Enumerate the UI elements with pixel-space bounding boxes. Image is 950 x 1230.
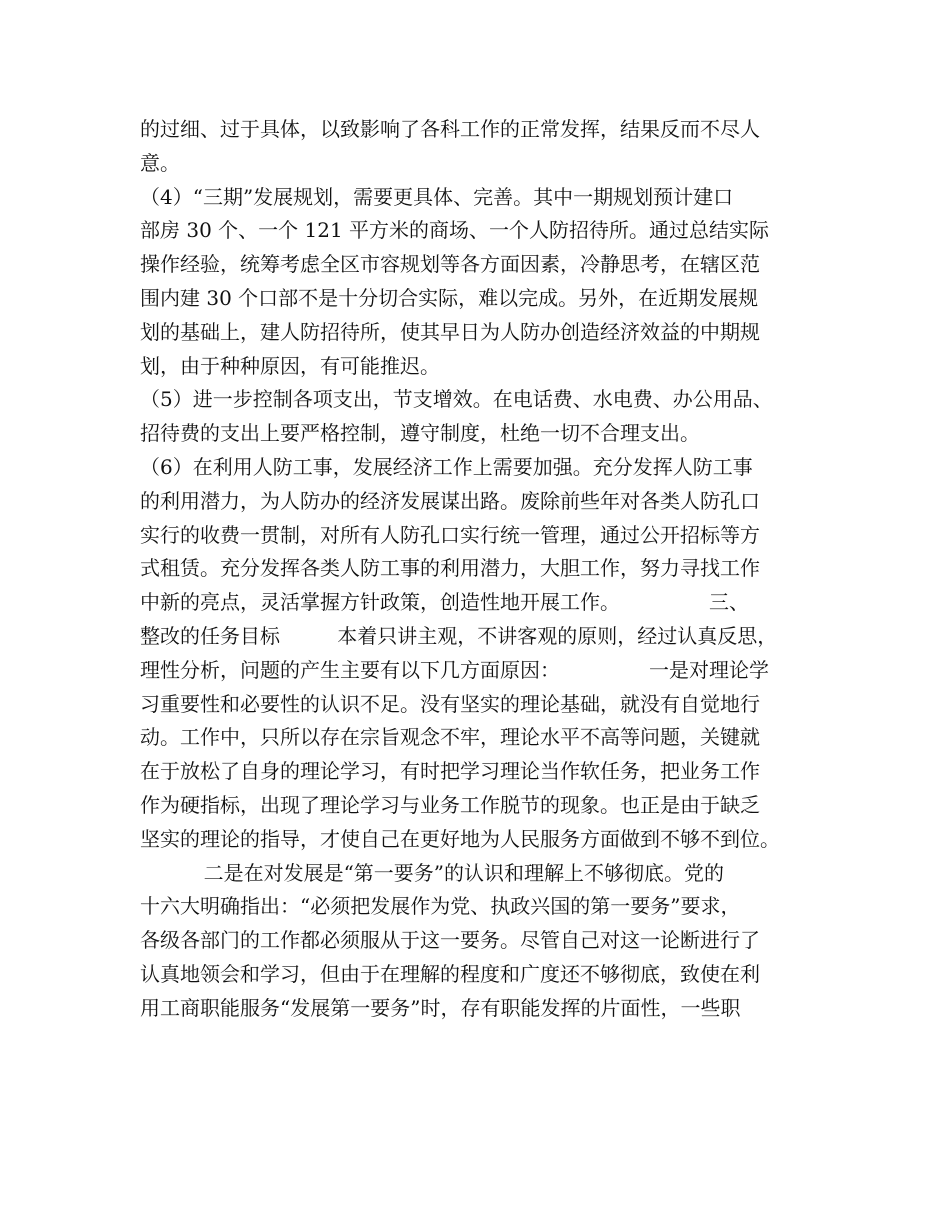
text-line: （6）在利用人防工事，发展经济工作上需要加强。充分发挥人防工事 xyxy=(140,454,753,479)
text-line: 招待费的支出上要严格控制，遵守制度，杜绝一切不合理支出。 xyxy=(140,421,700,446)
text-line: 整改的任务目标 本着只讲主观，不讲客观的原则，经过认真反思， xyxy=(140,623,778,648)
text-line: 在于放松了自身的理论学习，有时把学习理论当作软任务，把业务工作 xyxy=(140,759,760,784)
text-line: （5）进一步控制各项支出，节支增效。在电话费、水电费、办公用品、 xyxy=(140,387,773,412)
text-line: 的过细、过于具体，以致影响了各科工作的正常发挥，结果反而不尽人 xyxy=(140,117,760,141)
text-line: 中新的亮点，灵活掌握方针政策，创造性地开展工作。 三、 xyxy=(140,590,750,615)
text-line: 部房 30 个、一个 121 平方米的商场、一个人防招待所。通过总结实际 xyxy=(140,218,770,243)
text-line: 坚实的理论的指导，才使自己在更好地为人民服务方面做到不够不到位。 xyxy=(140,826,780,851)
text-line: 实行的收费一贯制，对所有人防孔口实行统一管理，通过公开招标等方 xyxy=(140,522,760,547)
text-line: 用工商职能服务“发展第一要务”时，存有职能发挥的片面性，一些职 xyxy=(140,995,741,1020)
text-line: 围内建 30 个口部不是十分切合实际，难以完成。另外，在近期发展规 xyxy=(140,285,759,310)
text-line: 划，由于种种原因，有可能推迟。 xyxy=(140,353,440,378)
text-line: 作为硬指标，出现了理论学习与业务工作脱节的现象。也正是由于缺乏 xyxy=(140,792,760,817)
text-line: 意。 xyxy=(140,150,180,175)
text-line: 划的基础上，建人防招待所，使其早日为人防办创造经济效益的中期规 xyxy=(140,319,760,344)
text-line: 十六大明确指出：“必须把发展作为党、执政兴国的第一要务”要求， xyxy=(140,894,741,919)
text-line: 的利用潜力，为人防办的经济发展谋出路。废除前些年对各类人防孔口 xyxy=(140,488,760,513)
text-line: 习重要性和必要性的认识不足。没有坚实的理论基础，就没有自觉地行 xyxy=(140,691,760,716)
text-line: 理性分析，问题的产生主要有以下几方面原因： 一是对理论学 xyxy=(140,657,770,682)
text-line: 认真地领会和学习，但由于在理解的程度和广度还不够彻底，致使在利 xyxy=(140,961,760,986)
body-text xyxy=(140,113,830,1026)
text-line: （4）“三期”发展规划，需要更具体、完善。其中一期规划预计建口 xyxy=(140,184,734,209)
text-line: 式租赁。充分发挥各类人防工事的利用潜力，大胆工作，努力寻找工作 xyxy=(140,556,760,581)
text-line: 动。工作中，只所以存在宗旨观念不牢，理论水平不高等问题，关键就 xyxy=(140,725,760,750)
text-line: 操作经验，统筹考虑全区市容规划等各方面因素，冷静思考，在辖区范 xyxy=(140,252,760,277)
text-line: 各级各部门的工作都必须服从于这一要务。尽管自己对这一论断进行了 xyxy=(140,928,760,953)
text-line: 二是在对发展是“第一要务”的认识和理解上不够彻底。党的 xyxy=(140,860,725,885)
